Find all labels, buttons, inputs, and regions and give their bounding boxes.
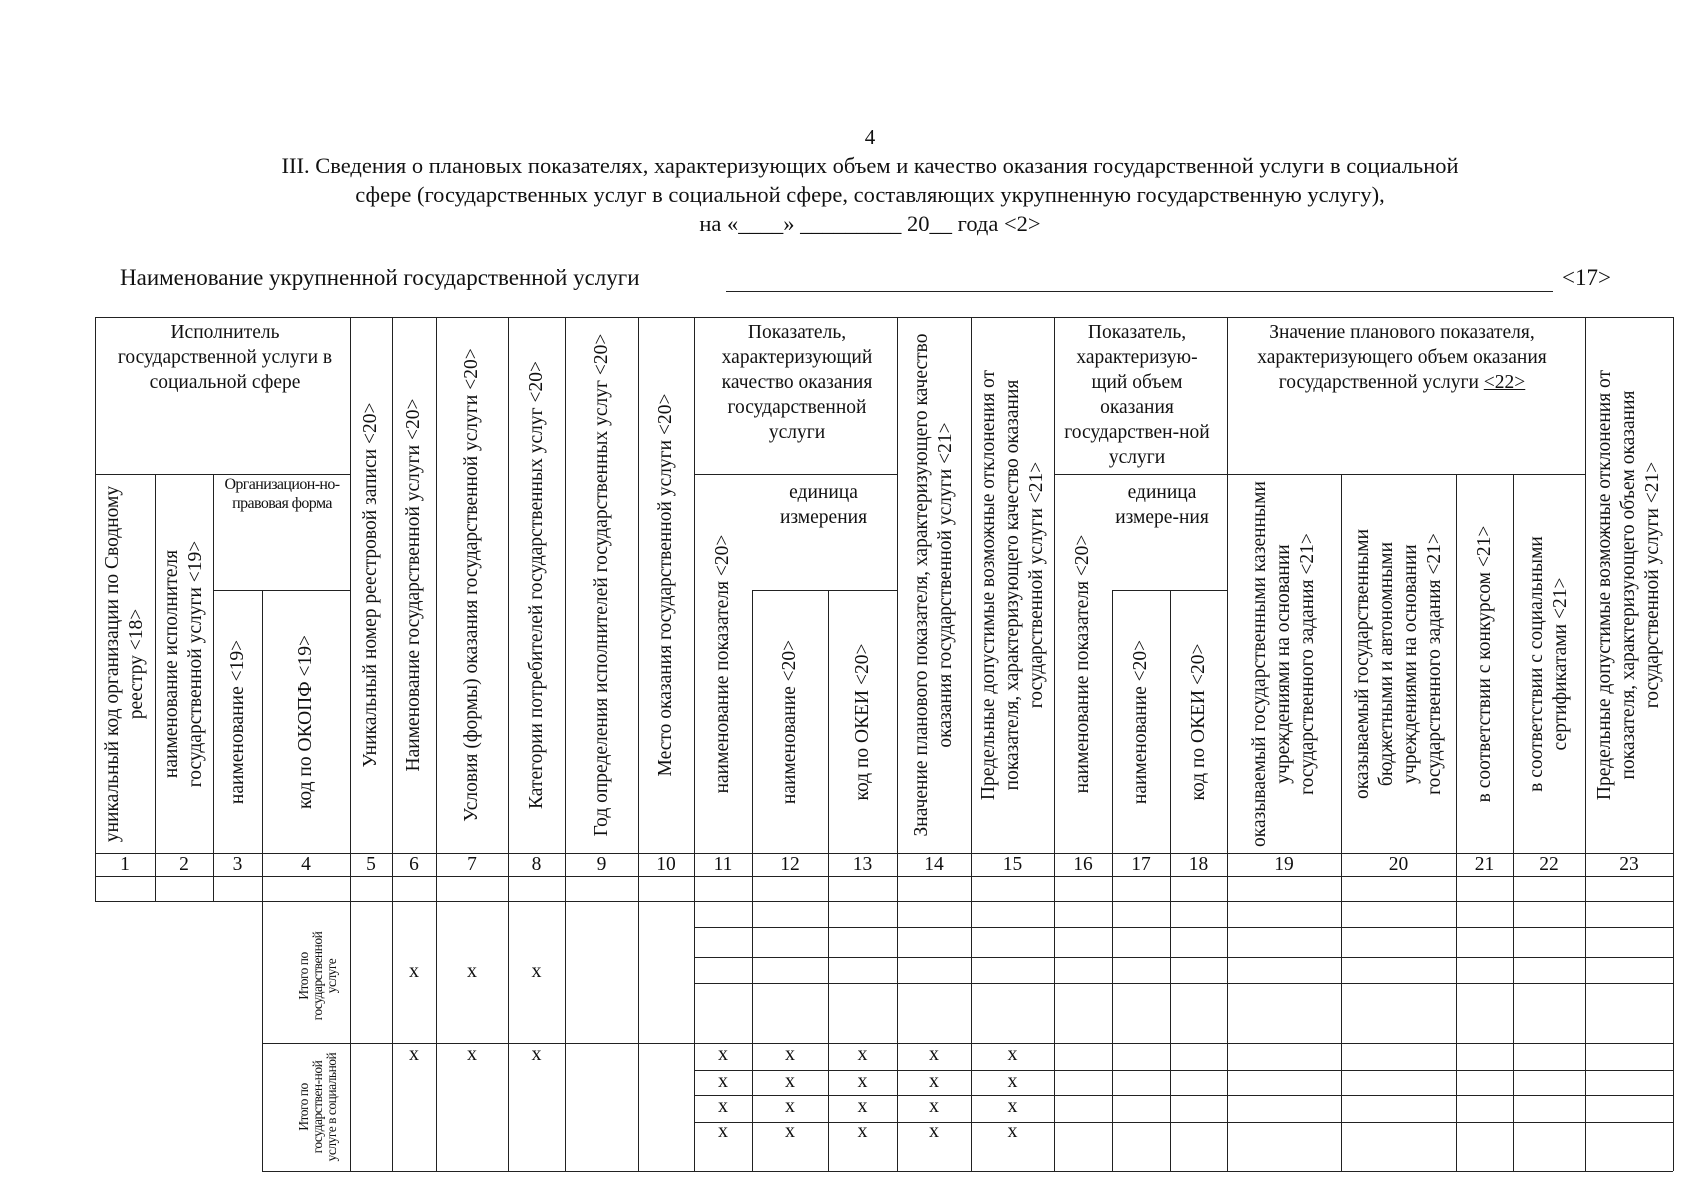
page-number: 4 — [864, 125, 876, 149]
group-quality-unit: единица измерения — [779, 482, 868, 528]
x-mark: x — [718, 1120, 728, 1142]
table-rule — [1227, 474, 1585, 475]
column-number-15: 15 — [1002, 854, 1023, 875]
x-mark: x — [1007, 1043, 1018, 1065]
x-mark: x — [929, 1120, 939, 1142]
column-number-19: 19 — [1274, 854, 1294, 875]
column-number-23: 23 — [1619, 854, 1639, 875]
column-number-7: 7 — [467, 854, 477, 875]
table-rule — [694, 983, 1673, 984]
x-mark: x — [929, 1095, 939, 1117]
column-number-18: 18 — [1188, 854, 1209, 875]
group-planned-value-text: Значение планового показателя, характеризующего объем оказания государственной услуги — [1257, 322, 1547, 393]
table-rule — [155, 474, 156, 901]
x-mark: x — [1007, 1120, 1018, 1142]
table-top-border — [95, 317, 1673, 318]
table-rule — [1513, 474, 1514, 1171]
heading-line-1: III. Сведения о плановых показателях, характеризующих объем и качество оказания государственной услуги в социальной — [281, 153, 1459, 178]
table-rule — [350, 317, 351, 1171]
group-volume: Показатель, характеризую-щий объем оказания государствен-ной услуги — [1064, 322, 1210, 468]
x-mark: x — [785, 1070, 795, 1092]
x-mark: x — [718, 1043, 728, 1065]
x-mark: x — [531, 960, 542, 982]
x-mark: x — [785, 1120, 795, 1142]
table-rule — [262, 590, 263, 1171]
group-planned-value-tag: <22> — [1483, 372, 1526, 393]
x-mark: x — [857, 1120, 868, 1142]
x-mark: x — [929, 1043, 939, 1065]
column-number-16: 16 — [1073, 854, 1093, 875]
column-number-10: 10 — [656, 854, 676, 875]
column-number-11: 11 — [713, 854, 733, 875]
table-rule — [1170, 590, 1171, 1171]
table-rule — [694, 474, 897, 475]
group-executor: Исполнитель государственной услуги в социальной сфере — [117, 322, 333, 393]
service-name-label: Наименование укрупненной государственной услуги — [120, 265, 640, 290]
heading-line-3: на «____» _________ 20__ года <2> — [699, 211, 1041, 236]
service-name-tag: <17> — [1562, 265, 1611, 290]
x-mark: x — [785, 1043, 795, 1065]
column-number-17: 17 — [1131, 854, 1151, 875]
table-rule — [213, 590, 350, 591]
column-number-5: 5 — [366, 854, 376, 875]
heading-line-2: сфере (государственных услуг в социальной сфере, составляющих укрупненную государственную услугу), — [355, 182, 1385, 207]
x-mark: x — [857, 1070, 868, 1092]
group-quality: Показатель, характеризующий качество оказания государственной услуги — [721, 322, 873, 443]
column-number-20: 20 — [1388, 854, 1409, 875]
x-mark: x — [857, 1043, 868, 1065]
table-rule — [1112, 590, 1113, 1171]
column-number-14: 14 — [924, 854, 944, 875]
column-number-8: 8 — [531, 854, 542, 875]
table-rule — [694, 927, 1673, 928]
column-number-12: 12 — [780, 854, 800, 875]
x-mark: x — [718, 1095, 728, 1117]
group-org-form: Организацион-но-правовая форма — [224, 476, 340, 512]
column-number-4: 4 — [301, 854, 311, 875]
column-number-1: 1 — [120, 854, 130, 875]
table-rule — [1054, 474, 1227, 475]
x-mark: x — [531, 1043, 542, 1065]
table-rule — [213, 474, 214, 901]
table-rule — [638, 317, 639, 1171]
table-rule — [1585, 317, 1586, 1171]
x-mark: x — [409, 1043, 419, 1065]
x-mark: x — [467, 1043, 477, 1065]
table-rule — [752, 590, 897, 591]
group-planned-value — [1232, 320, 1572, 395]
column-number-21: 21 — [1474, 854, 1495, 875]
column-number-13: 13 — [852, 854, 873, 875]
service-name-line — [726, 291, 1553, 292]
x-mark: x — [857, 1095, 868, 1117]
column-number-9: 9 — [596, 854, 607, 875]
x-mark: x — [467, 960, 477, 982]
x-mark: x — [929, 1070, 939, 1092]
column-number-22: 22 — [1539, 854, 1559, 875]
column-number-6: 6 — [409, 854, 419, 875]
table-bottom-border — [262, 1171, 1673, 1172]
column-number-2: 2 — [179, 854, 189, 875]
x-mark: x — [409, 960, 419, 982]
table-rule — [1673, 317, 1674, 1171]
table-rule — [1227, 317, 1228, 1171]
x-mark: x — [1007, 1070, 1018, 1092]
table-rule — [1341, 474, 1342, 1171]
x-mark: x — [718, 1070, 728, 1092]
x-mark: x — [785, 1095, 795, 1117]
data-row-border — [95, 901, 1673, 902]
table-rule — [1456, 474, 1457, 1171]
table-rule — [95, 317, 96, 901]
group-volume-unit: единица измере-ния — [1115, 482, 1209, 528]
column-number-3: 3 — [232, 854, 243, 875]
x-mark: x — [1007, 1095, 1018, 1117]
table-rule — [694, 957, 1673, 958]
